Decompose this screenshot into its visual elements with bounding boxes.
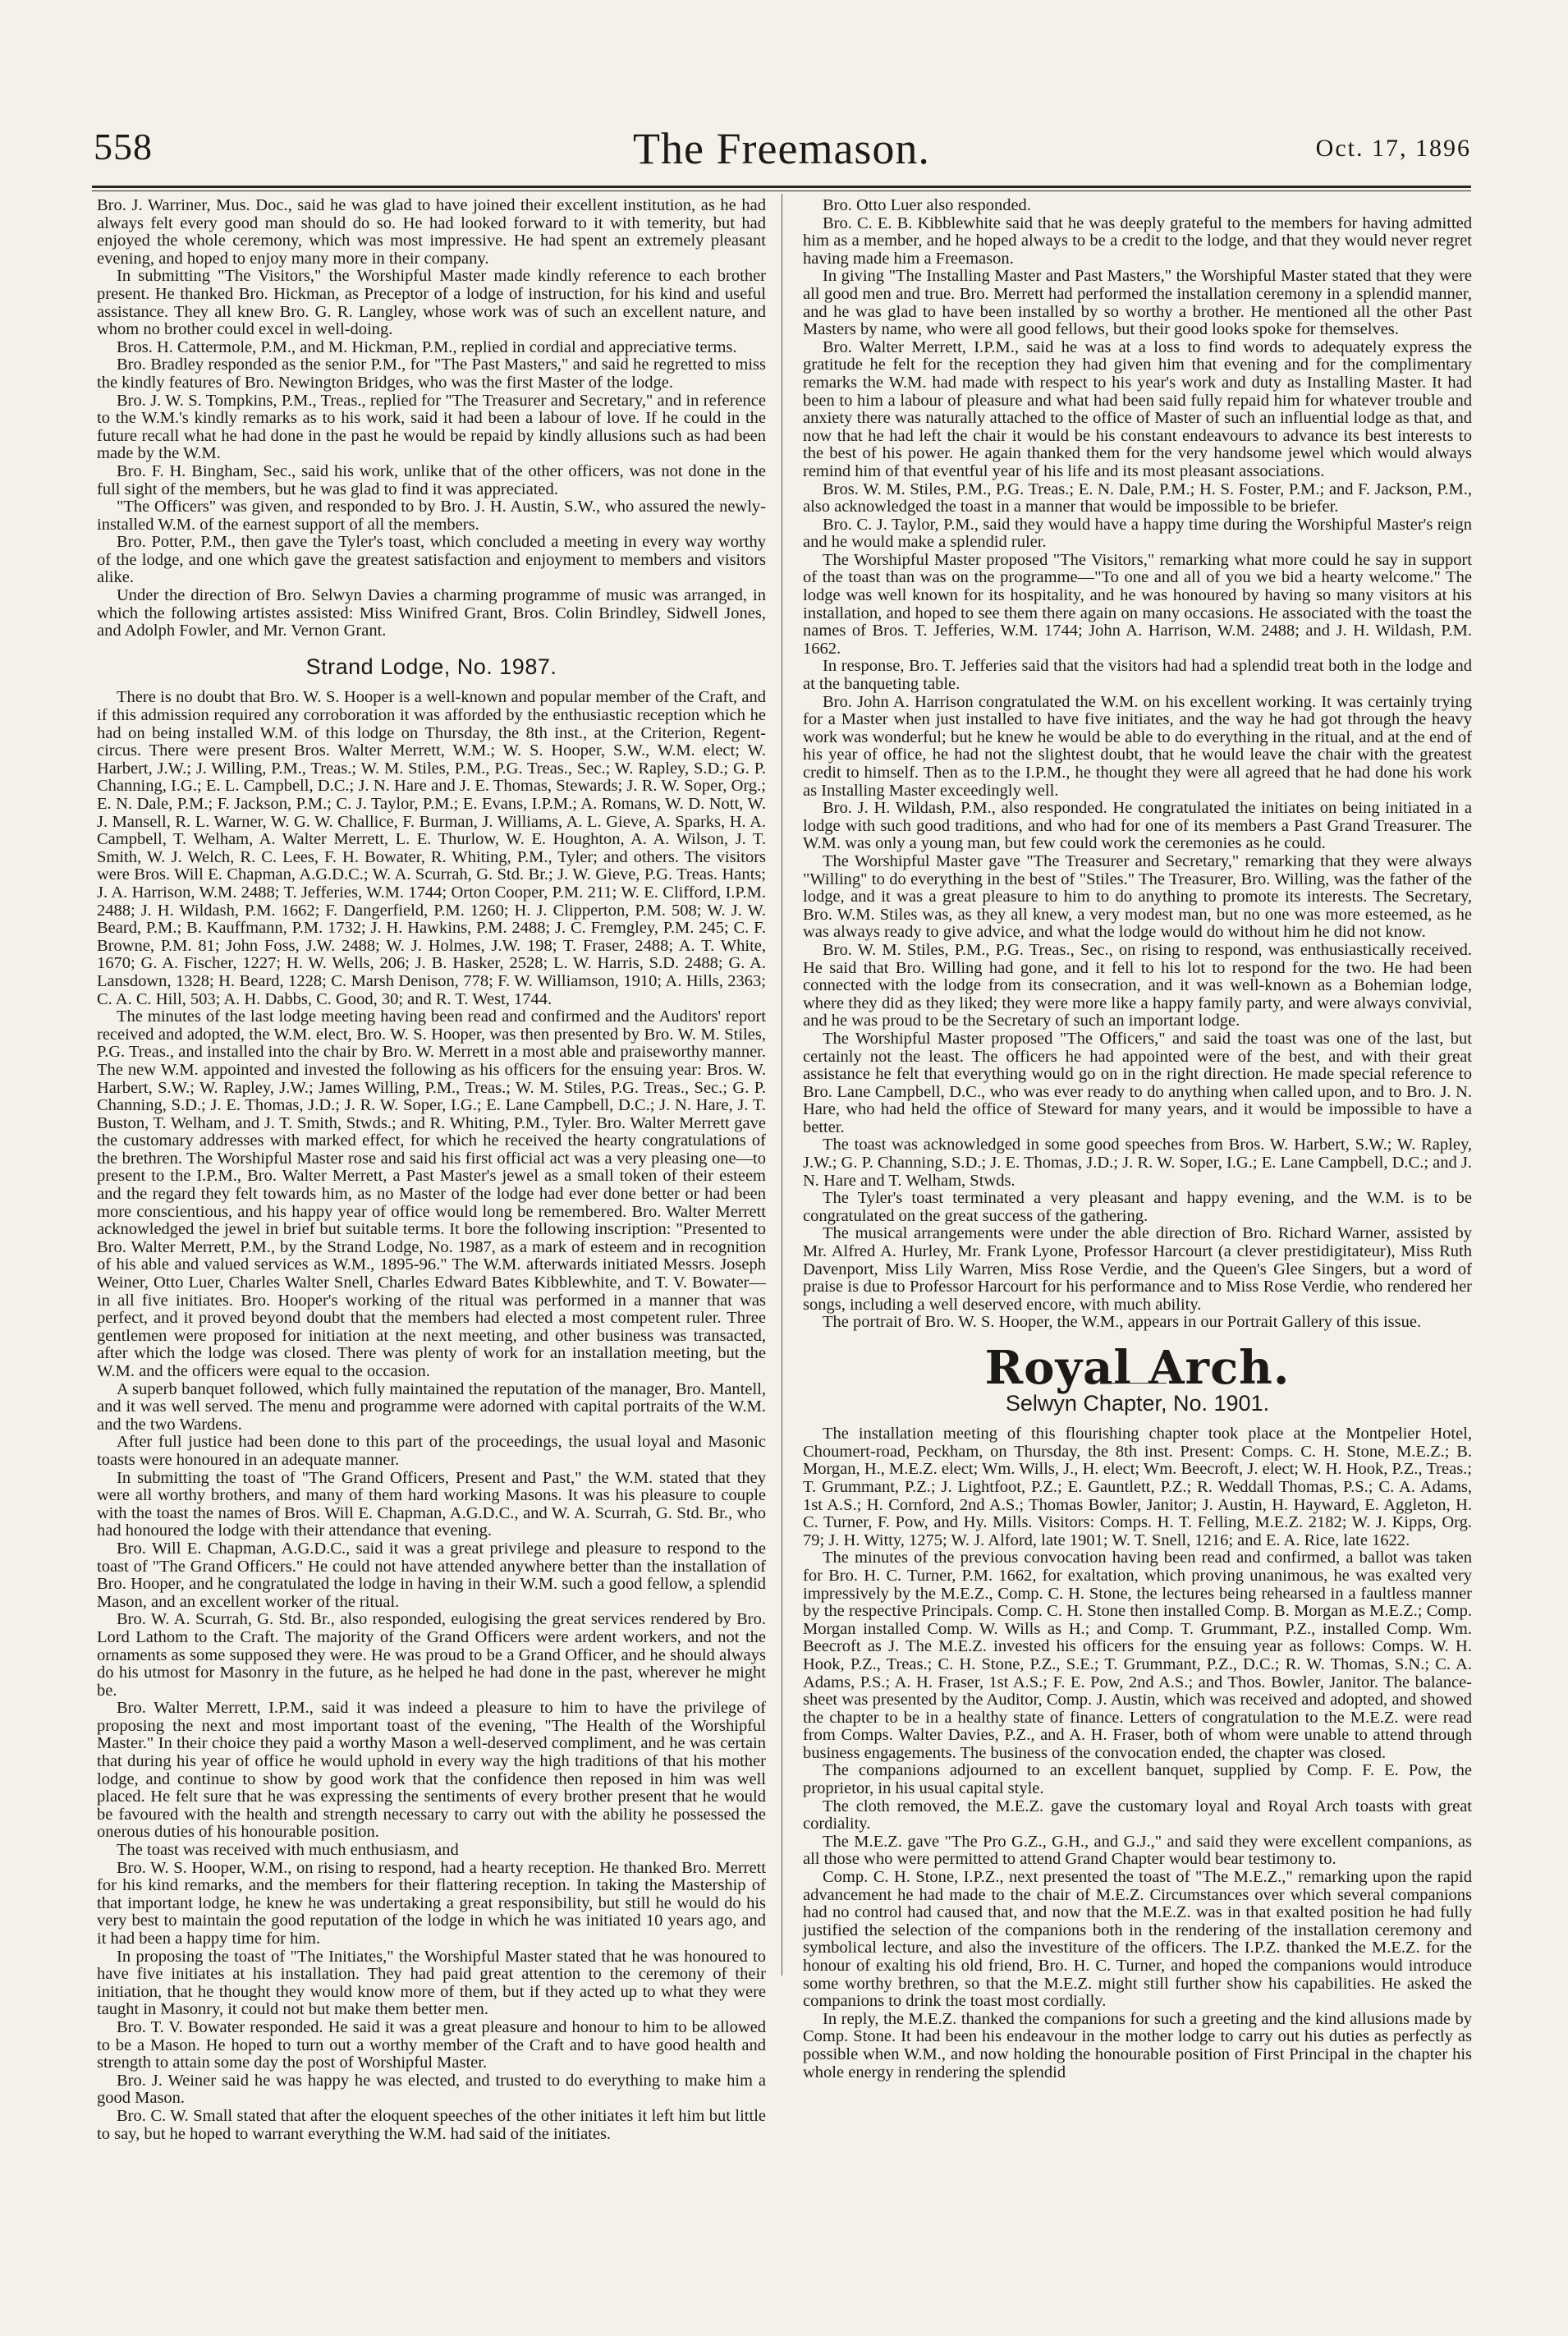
selwyn-chapter-article xyxy=(803,1425,1472,2081)
paragraph: The installation meeting of this flourishing chapter took place at the Montpelier Hotel, Choumert-road, Peckham, on Thursday, the 8th inst. Present: Comps. C. H. Stone, M.E.Z.; B. Morgan, H., M.E.Z. elect; Wm. Wills, J., H. elect; Wm. Beecroft, J. elect; W. H. Hook, P.Z., Treas.; T. Grummant, P.Z.; J. Lightfoot, P.Z.; E. Gauntlett, P.Z.; R. Weddall Thomas, P.S.; C. A. Adams, 1st A.S.; H. Cornford, 2nd A.S.; Thomas Bowler, Janitor; J. Austin, H. Hayward, E. Aggleton, H. C. Turner, F. Pow, and Hy. Mills. Visitors: Comps. H. T. Felling, M.E.Z. 2182; W. J. Kipps, Org. 79; J. H. Witty, 1275; W. J. Alford, late 1901; W. T. Snell, 1216; and E. A. Rice, late 1622. xyxy=(803,1425,1472,1549)
paragraph: Bro. W. S. Hooper, W.M., on rising to respond, had a hearty reception. He thanked Bro. Merrett for his kind remarks, and the members for their flattering reception. In taking the Mastership of that important lodge, he knew he was undertaking a great responsibility, but still he would do his very best to maintain the good reputation of the lodge in which he was initiated 10 years ago, and it had been a happy time for him. xyxy=(97,1858,766,1948)
selwyn-chapter-heading: Selwyn Chapter, No. 1901. xyxy=(1005,1390,1270,1416)
paragraph: Bro. W. A. Scurrah, G. Std. Br., also responded, eulogising the great services rendered by Bro. Lord Lathom to the Craft. The majority of the Grand Officers were ardent workers, and not the ornaments as some supposed they were. He was proud to be a Grand Officer, and he should always do his utmost for Masonry in the future, as he helped he had done in the past, wherever he might be. xyxy=(97,1610,766,1700)
paragraph: The companions adjourned to an excellent banquet, supplied by Comp. F. E. Pow, the proprietor, in his usual capital style. xyxy=(803,1761,1472,1798)
paragraph: After full justice had been done to this part of the proceedings, the usual loyal and Masonic toasts were honoured in an adequate manner. xyxy=(97,1433,766,1469)
paragraph: Bro. C. W. Small stated that after the eloquent speeches of the other initiates it left him but little to say, but he hoped to warrant everything the W.M. had said of the initiates. xyxy=(97,2106,766,2143)
paragraph: The toast was acknowledged in some good speeches from Bros. W. Harbert, S.W.; W. Rapley, J.W.; G. P. Channing, S.D.; J. E. Thomas, J.D.; J. R. W. Soper, I.G.; E. Lane Campbell, D.C.; and J. N. Hare and T. Welham, Stwds. xyxy=(803,1136,1472,1190)
paragraph: Bro. Otto Luer also responded. xyxy=(823,196,1031,214)
masthead-rule-thin xyxy=(92,190,1471,191)
paragraph: The musical arrangements were under the able direction of Bro. Richard Warner, assisted by Mr. Alfred A. Hurley, Mr. Frank Lyone, Professor Harcourt (a clever prestidigitateur), Miss Ruth Davenport, Miss Lily Warren, Miss Rose Verdie, and the Queen's Glee Singers, but a word of praise is due to Professor Harcourt for his performance and to Miss Rose Verdie, who rendered her songs, including a well deserved encore, with much ability. xyxy=(803,1224,1472,1314)
paragraph: Bro. J. Warriner, Mus. Doc., said he was glad to have joined their excellent institution, as he had always felt every good man should do so. He had looked forward to it with temerity, but had enjoyed the whole ceremony, which was most impressive. He had spent an extremely pleasant evening, and hoped to enjoy many more in their company. xyxy=(97,196,766,268)
paragraph: In giving "The Installing Master and Past Masters," the Worshipful Master stated that they were all good men and true. Bro. Merrett had performed the installation ceremony in a splendid manner, and he was glad to have been installed by so worthy a brother. He mentioned all the other Past Masters by name, who were all good fellows, but their good looks spoke for themselves. xyxy=(803,267,1472,339)
paragraph: "The Officers" was given, and responded to by Bro. J. H. Austin, S.W., who assured the newly-installed W.M. of the earnest support of all the members. xyxy=(97,498,766,534)
paragraph: The Worshipful Master proposed "The Visitors," remarking what more could he say in support of the toast than was on the programme—"To one and all of you we bid a hearty welcome." The lodge was well known for its hospitality, and he was honoured by having so many visitors at his installation, and hoped to see them there again on many occasions. He associated with the toast the names of Bros. T. Jefferies, W.M. 1744; John A. Harrison, W.M. 2488; and J. H. Wildash, P.M. 1662. xyxy=(803,550,1472,658)
paragraph: Bro. J. W. S. Tompkins, P.M., Treas., replied for "The Treasurer and Secretary," and in reference to the W.M.'s kindly remarks as to his work, said it had been a labour of love. If he could in the future recall what he had done in the past he would be repaid by kindly allusions such as had been made by the W.M. xyxy=(97,391,766,463)
paragraph: Bro. T. V. Bowater responded. He said it was a great pleasure and honour to him to be allowed to be a Mason. He hoped to turn out a worthy member of the Craft and to have good health and strength to attain some day the post of Worshipful Master. xyxy=(97,2017,766,2072)
paragraph: The Tyler's toast terminated a very pleasant and happy evening, and the W.M. is to be congratulated on the great success of the gathering. xyxy=(803,1189,1472,1225)
masthead xyxy=(92,123,1471,181)
paragraph: The portrait of Bro. W. S. Hooper, the W.M., appears in our Portrait Gallery of this issue. xyxy=(823,1313,1422,1332)
paragraph: The Worshipful Master gave "The Treasurer and Secretary," remarking that they were always "Willing" to do everything in the best of "Stiles." The Treasurer, Bro. Willing, was the father of the lodge, and it was a great pleasure to him to do anything to promote its interests. The Secretary, Bro. W.M. Stiles was, as they all knew, a very modest man, but no one was more esteemed, as he was always ready to give advice, and what the lodge would do without him he did not know. xyxy=(803,851,1472,942)
paragraph: In proposing the toast of "The Initiates," the Worshipful Master stated that he was honoured to have five initiates at his installation. They had paid great attention to the ceremony of their initiation, that he thought they would know more of them, but if they acted up to what they were taught in Masonry, it could not but make them better men. xyxy=(97,1947,766,2019)
paragraph: Comp. C. H. Stone, I.P.Z., next presented the toast of "The M.E.Z.," remarking upon the rapid advancement he had made to the chair of M.E.Z. Circumstances over which several companions had no control had caused that, and now that the M.E.Z. was in that exalted position he had fully justified the selection of the companions both in the rendering of the installation ceremony and symbolical lecture, and also the investiture of the officers. The I.P.Z. thanked the M.E.Z. for the honour of exalting his old friend, Bro. H. C. Turner, and hoped the companions would introduce some worthy brethren, so that the M.E.Z. might still further show his capabilities. He asked the companions to drink the toast most cordially. xyxy=(803,1868,1472,2011)
paragraph: Bros. H. Cattermole, P.M., and M. Hickman, P.M., replied in cordial and appreciative terms. xyxy=(117,337,737,356)
left-column xyxy=(97,196,766,2143)
paragraph: The Worshipful Master proposed "The Officers," and said the toast was one of the last, but certainly not the least. The officers he had appointed were of the best, and with their great assistance he felt that everything would go on in the right direction. He made special reference to Bro. Lane Campbell, D.C., who was ever ready to do anything when called upon, and to Bro. J. N. Hare, who had held the office of Steward for many years, and it would be impossible to have a better. xyxy=(803,1029,1472,1136)
paragraph: There is no doubt that Bro. W. S. Hooper is a well-known and popular member of the Craft, and if this admission required any corroboration it was afforded by the enthusiastic reception which he had on being installed W.M. of this lodge on Thursday, the 8th inst., at the Criterion, Regent-circus. There were present Bros. Walter Merrett, W.M.; W. S. Hooper, S.W., W.M. elect; W. Harbert, J.W.; J. Willing, P.M., Treas.; W. M. Stiles, P.M., P.G. Treas., Sec.; W. Rapley, S.D.; G. P. Channing, I.G.; E. L. Campbell, D.C.; J. N. Hare and J. E. Thomas, Stewards; J. R. W. Soper, Org.; E. N. Dale, P.M.; F. Jackson, P.M.; C. J. Taylor, P.M.; E. Evans, I.P.M.; A. Romans, W. D. Nott, W. J. Mansell, R. L. Warner, W. G. W. Challice, F. Burman, J. Williams, A. L. Gieve, A. Sparks, H. A. Campbell, T. Welham, A. Walter Merrett, L. E. Thurlow, W. E. Houghton, A. A. Wilson, J. T. Smith, W. J. Welch, R. C. Lees, F. H. Bowater, R. Whiting, P.M., Tyler; and others. The visitors were Bros. Will E. Chapman, A.G.D.C.; W. A. Scurrah, G. Std. Br.; J. W. Gieve, P.G. Treas. Hants; J. A. Harrison, W.M. 2488; T. Jefferies, W.M. 1744; Orton Cooper, P.M. 211; W. E. Clifford, I.P.M. 2488; J. H. Wildash, P.M. 1662; F. Dangerfield, P.M. 1260; H. J. Clipperton, P.M. 508; W. J. W. Beard, P.M.; B. Kauffmann, P.M. 1732; J. H. Hawkins, P.M. 2488; J. C. Fremgley, P.M. 245; C. F. Browne, P.M. 81; John Foss, J.W. 2488; W. J. Holmes, J.W. 198; T. Fraser, 2488; A. T. White, 1670; G. A. Fischer, 1227; H. W. Wells, 206; J. B. Hasker, 2528; L. W. Harris, S.D. 2488; G. A. Lansdown, 1328; H. Beard, 1228; C. Marsh Denison, 778; F. W. Williamson, 1910; A. Hills, 2363; C. A. C. Hill, 503; A. H. Dabbs, C. Good, 30; and R. T. West, 1744. xyxy=(97,688,766,1008)
paragraph: The minutes of the last lodge meeting having been read and confirmed and the Auditors' report received and adopted, the W.M. elect, Bro. W. S. Hooper, was then presented by Bro. W. M. Stiles, P.G. Treas., and installed into the chair by Bro. W. Merrett in a most able and praiseworthy manner. The new W.M. appointed and invested the following as his officers for the ensuing year: Bros. W. Harbert, S.W.; W. Rapley, J.W.; James Willing, P.M., Treas.; W. M. Stiles, P.G. Treas., Sec.; G. P. Channing, S.D.; J. E. Thomas, J.D.; J. R. W. Soper, I.G.; E. Lane Campbell, D.C.; J. N. Hare, J. T. Buston, T. Welham, and J. T. Smith, Stwds.; and R. Whiting, P.M., Tyler. Bro. Walter Merrett gave the customary addresses with marked effect, for which he received the hearty congratulations of the brethren. The Worshipful Master rose and said his first official act was a very pleasing one—to present to the I.P.M., Bro. Walter Merrett, a Past Master's jewel as a small token of their esteem and the regard they felt towards him, as no Master of the lodge had ever done better or had been more conscientious, and his happy year of office would long be remembered. Bro. Walter Merrett acknowledged the jewel in brief but suitable terms. It bore the following inscription: "Presented to Bro. Walter Merrett, P.M., by the Strand Lodge, No. 1987, as a mark of esteem and in recognition of his able and valued services as W.M., 1895-96." The W.M. afterwards initiated Messrs. Joseph Weiner, Otto Luer, Charles Walter Snell, Charles Edward Bates Kibblewhite, and T. V. Bowater—in all five initiates. Bro. Hooper's working of the ritual was performed in a manner that was perfect, and it proved beyond doubt that the members had elected a most competent ruler. Three gentlemen were proposed for initiation at the next meeting, and other business was transacted, after which the lodge was closed. There was plenty of work for an installation meeting, but the W.M. and the officers were equal to the occasion. xyxy=(97,1007,766,1380)
paragraph: Bro. Will E. Chapman, A.G.D.C., said it was a great privilege and pleasure to respond to the toast of "The Grand Officers." He could not have attended anywhere better than the installation of Bro. Hooper, and he congratulated the lodge in having in their W.M. such a good fellow, a splendid Mason, and an excellent worker of the ritual. xyxy=(97,1539,766,1611)
paragraph: The M.E.Z. gave "The Pro G.Z., G.H., and G.J.," and said they were excellent companions, as all those who were permitted to attend Grand Chapter would bear testimony to. xyxy=(803,1832,1472,1869)
paragraph: Bro. Walter Merrett, I.P.M., said it was indeed a pleasure to him to have the privilege of proposing the next and most important toast of the evening, "The Health of the Worshipful Master." In their choice they paid a worthy Mason a well-deserved compliment, and he was certain that during his year of office he would uphold in every way the high traditions of that his mother lodge, and continue to show by good work that the confidence then reposed in him was well placed. He felt sure that he was expressing the sentiments of every brother present that he would be favoured with the health and strength necessary to carry out with the ability he possessed the onerous duties of his honourable position. xyxy=(97,1699,766,1842)
paragraph: The toast was received with much enthusiasm, and xyxy=(117,1841,459,1860)
paragraph: In response, Bro. T. Jefferies said that the visitors had had a splendid treat both in the lodge and at the banqueting table. xyxy=(803,657,1472,694)
paragraph: Bro. Walter Merrett, I.P.M., said he was at a loss to find words to adequately express the gratitude he felt for the reception they had given him that evening and for the complimentary remarks the W.M. had made with respect to his year's work and duty as Installing Master. It had been to him a labour of pleasure and what had been said fully repaid him for whatever trouble and anxiety there was naturally attached to the office of Master of such an influential lodge as that, and now that he had left the chair it would be his constant endeavours to advance its best interests to the best of his power. He again thanked them for the very handsome jewel which would always remind him of that eventful year of his life and its most pleasant associations. xyxy=(803,337,1472,480)
strand-lodge-article xyxy=(97,689,766,2143)
paragraph: In submitting "The Visitors," the Worshipful Master made kindly reference to each brother present. He thanked Bro. Hickman, as Preceptor of a lodge of instruction, for his kind and useful assistance. They all knew Bro. G. R. Langley, whose work was of such an excellent nature, and whom no brother could excel in well-doing. xyxy=(97,267,766,339)
masthead-rule xyxy=(92,186,1471,188)
royal-arch-heading: Royal Arch. xyxy=(984,1341,1291,1395)
paragraph: Bro. Bradley responded as the senior P.M., for "The Past Masters," and said he regretted to miss the kindly features of Bro. Newington Bridges, who was the first Master of the lodge. xyxy=(97,356,766,392)
opening-report xyxy=(97,197,766,640)
paragraph: Bro. F. H. Bingham, Sec., said his work, unlike that of the other officers, was not done in the full sight of the members, but he was glad to find it was appreciated. xyxy=(97,461,766,498)
paragraph: The cloth removed, the M.E.Z. gave the customary loyal and Royal Arch toasts with great cordiality. xyxy=(803,1797,1472,1833)
paragraph: A superb banquet followed, which fully maintained the reputation of the manager, Bro. Mantell, and it was well served. The menu and programme were adorned with capital portraits of the W.M. and the two Wardens. xyxy=(97,1379,766,1434)
right-column xyxy=(803,196,1472,2081)
strand-lodge-continued xyxy=(803,197,1472,1332)
paragraph: Bro. John A. Harrison congratulated the W.M. on his excellent working. It was certainly trying for a Master when just installed to have five initiates, and the way he had got through the heavy work was wonderful; but he knew he would be able to do everything in the ritual, and at the end of his year of office, he had not the slightest doubt, that he would leave the chair with the greatest credit to himself. Then as to the I.P.M., he thought they were all agreed that he had done his work as Installing Master exceedingly well. xyxy=(803,692,1472,800)
paragraph: Bro. J. Weiner said he was happy he was elected, and trusted to do everything to make him a good Mason. xyxy=(97,2071,766,2108)
paragraph: Bro. C. J. Taylor, P.M., said they would have a happy time during the Worshipful Master's reign and he would make a splendid ruler. xyxy=(803,515,1472,552)
paragraph: Bro. W. M. Stiles, P.M., P.G. Treas., Sec., on rising to respond, was enthusiastically received. He said that Bro. Willing had gone, and it fell to his lot to respond for the two. He had been connected with the lodge from its consecration, and it was well-known as a Bohemian lodge, where they did as they liked; they were more like a happy family party, and were always convivial, and he was proud to be the Secretary of such an important lodge. xyxy=(803,940,1472,1030)
strand-lodge-heading: Strand Lodge, No. 1987. xyxy=(305,654,557,679)
paragraph: Bro. Potter, P.M., then gave the Tyler's toast, which concluded a meeting in every way worthy of the lodge, and one which gave the greatest satisfaction and enjoyment to members and visitors alike. xyxy=(97,533,766,587)
paragraph: In reply, the M.E.Z. thanked the companions for such a greeting and the kind allusions made by Comp. Stone. It had been his endeavour in the mother lodge to carry out his duties as perfectly as possible when W.M., and now holding the honourable position of First Principal in the chapter his whole energy in rendering the splendid xyxy=(803,2009,1472,2081)
newspaper-title: The Freemason. xyxy=(633,124,930,173)
paragraph: Bro. C. E. B. Kibblewhite said that he was deeply grateful to the members for having admitted him as a member, and he hoped always to be a credit to the lodge, and that they would never regret having made him a Freemason. xyxy=(803,213,1472,268)
paragraph: In submitting the toast of "The Grand Officers, Present and Past," the W.M. stated that they were all worthy brothers, and many of them hard working Masons. It was his pleasure to couple with the toast the names of Bros. Will E. Chapman, A.G.D.C., and W. A. Scurrah, G. Std. Br., who had honoured the lodge with their attendance that evening. xyxy=(97,1468,766,1540)
page-number: 558 xyxy=(94,126,153,168)
paragraph: Bros. W. M. Stiles, P.M., P.G. Treas.; E. N. Dale, P.M.; H. S. Foster, P.M.; and F. Jackson, P.M., also acknowledged the toast in a manner that would be impossible to be briefer. xyxy=(803,480,1472,516)
paragraph: The minutes of the previous convocation having been read and confirmed, a ballot was taken for Bro. H. C. Turner, P.M. 1662, for exaltation, which proving unanimous, he was exalted very impressively by the M.E.Z., Comp. C. H. Stone, the lectures being rehearsed in a faultless manner by the respective Principals. Comp. C. H. Stone then installed Comp. B. Morgan as M.E.Z.; Comp. Morgan installed Comp. W. Wills as H.; and Comp. T. Grummant, P.Z., installed Comp. Wm. Beecroft as J. The M.E.Z. invested his officers for the ensuing year as follows: Comps. W. H. Hook, P.Z., Treas.; C. H. Stone, P.Z., S.E.; T. Grummant, P.Z., D.C.; R. W. Thomas, S.N.; C. A. Adams, P.S.; A. H. Fraser, 1st A.S.; F. E. Pow, 2nd A.S.; and Thos. Bowler, Janitor. The balance-sheet was presented by the Auditor, Comp. J. Austin, which was received and adopted, and showed the chapter to be in a healthy state of finance. Letters of congratulation to the M.E.Z. were read from Comps. Walter Davies, P.Z., and A. H. Fraser, both of whom were unable to attend through business engagements. The business of the convocation ended, the chapter was closed. xyxy=(803,1549,1472,1762)
paragraph: Under the direction of Bro. Selwyn Davies a charming programme of music was arranged, in which the following artistes assisted: Miss Winifred Grant, Bros. Colin Brindley, Sidwell Jones, and Adolph Fowler, and Mr. Vernon Grant. xyxy=(97,586,766,640)
issue-date: Oct. 17, 1896 xyxy=(1315,135,1471,162)
paragraph: Bro. J. H. Wildash, P.M., also responded. He congratulated the initiates on being initiated in a lodge with such good traditions, and who had for one of its members a Past Grand Treasurer. The W.M. was only a young man, but few could work the ceremonies as he could. xyxy=(803,799,1472,853)
